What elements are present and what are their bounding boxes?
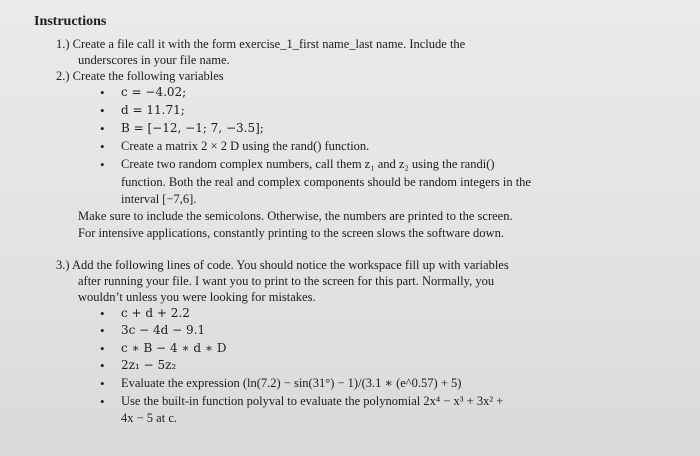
bullet-marker: • [100, 341, 105, 356]
variable-d: d = 11.71; [121, 103, 185, 117]
code-line-2: 3c − 4d − 9.1 [121, 323, 206, 337]
bullet-marker: • [100, 358, 105, 373]
item-3-line-1: 3.) Add the following lines of code. You should notice the workspace fill up with variables [56, 258, 509, 272]
bullet-marker: • [100, 121, 105, 136]
item-1-line-2: underscores in your file name. [78, 53, 230, 67]
code-line-3: c ∗ B − 4 ∗ d ∗ D [121, 341, 227, 355]
code-line-4: 2z₁ − 5z₂ [121, 358, 177, 372]
code-line-6-part-2: 4x − 5 at c. [121, 411, 177, 425]
note-line-1: Make sure to include the semicolons. Otherwise, the numbers are printed to the screen. [78, 209, 513, 223]
page-title: Instructions [34, 14, 107, 29]
item-3-line-3: wouldn’t unless you were looking for mistakes. [78, 290, 316, 304]
bullet-marker: • [100, 103, 105, 118]
bullet-marker: • [100, 306, 105, 321]
bullet-marker: • [100, 323, 105, 338]
code-line-5: Evaluate the expression (ln(7.2) − sin(31°) − 1)/(3.1 ∗ (e^0.57) + 5) [121, 376, 462, 390]
bullet-marker: • [100, 157, 105, 172]
complex-instruction-line-2: function. Both the real and complex components should be random integers in the [121, 175, 531, 189]
variable-B: B = [−12, −1; 7, −3.5]; [121, 121, 264, 135]
note-line-2: For intensive applications, constantly printing to the screen slows the software down. [78, 226, 504, 240]
bullet-marker: • [100, 139, 105, 154]
bullet-marker: • [100, 376, 105, 391]
bullet-marker: • [100, 394, 105, 409]
matrix-instruction: Create a matrix 2 × 2 D using the rand() function. [121, 139, 370, 153]
item-2-heading: 2.) Create the following variables [56, 69, 224, 83]
item-3-line-2: after running your file. I want you to print to the screen for this part. Normally, you [78, 274, 495, 288]
complex-instruction-line-1: Create two random complex numbers, call them z₁ and z₂ using the randi() [121, 157, 495, 171]
code-line-6-part-1: Use the built-in function polyval to evaluate the polynomial 2x⁴ − x³ + 3x² + [121, 394, 504, 408]
variable-c: c = −4.02; [121, 85, 187, 99]
bullet-marker: • [100, 85, 105, 100]
code-line-1: c + d + 2.2 [121, 306, 190, 320]
item-1-line-1: 1.) Create a file call it with the form exercise_1_first name_last name. Include the [56, 37, 466, 51]
complex-instruction-line-3: interval [−7,6]. [121, 192, 197, 206]
